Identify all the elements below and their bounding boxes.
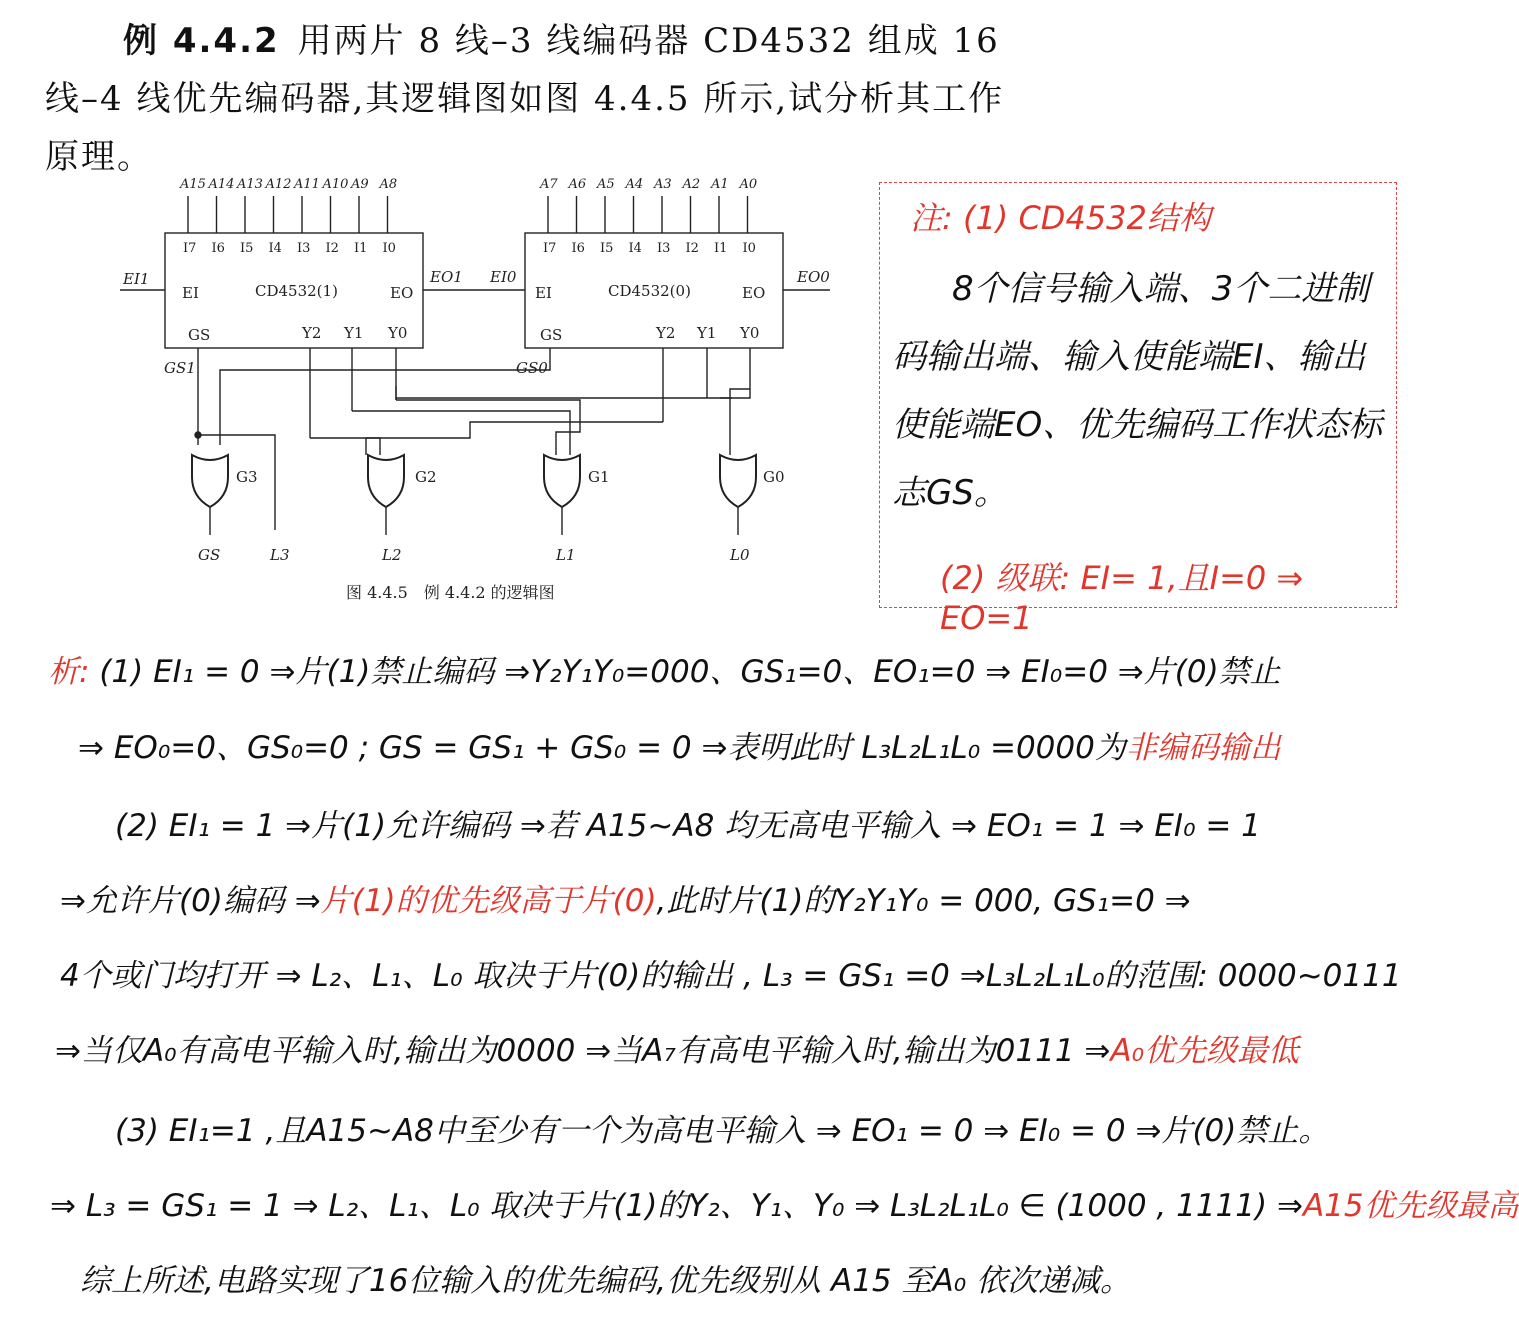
analysis-line-9: 综上所述,电路实现了16位输入的优先编码,优先级别从 A15 至A₀ 依次递减。 <box>80 1263 1131 1299</box>
analysis-highlight: A15优先级最高 <box>1302 1188 1519 1224</box>
gate-g2-label: G2 <box>415 468 437 486</box>
analysis-line-7: (3) EI₁=1 ,且A15~A8中至少有一个为高电平输入 ⇒ EO₁ = 0 ⇒ EI₀ = 0 ⇒片(0)禁止。 <box>115 1113 1330 1149</box>
analysis-line-3: (2) EI₁ = 1 ⇒片(1)允许编码 ⇒若 A15~A8 均无高电平输入 ⇒ EO₁ = 1 ⇒ EI₀ = 1 <box>115 808 1261 844</box>
chip0-y0: Y0 <box>740 324 760 342</box>
note-body: 8个信号输入端、3个二进制码输出端、输入使能端EI、输出使能端EO、优先编码工作状态标志GS。 <box>892 269 1383 513</box>
chip0-pin-label: I1 <box>714 241 728 256</box>
chip0-input-label: A2 <box>682 177 701 192</box>
chip1-input-label: A8 <box>379 177 398 192</box>
chip1-pin-label: I6 <box>211 241 225 256</box>
chip1-input-label: A13 <box>237 177 263 192</box>
chip0-input-label: A7 <box>540 177 558 192</box>
problem-number: 例 4.4.2 <box>123 21 280 61</box>
chip0-pin-label: I7 <box>543 241 557 256</box>
analysis-line-1 <box>48 646 1281 691</box>
output-l0: L0 <box>730 546 750 564</box>
analysis-highlight: A₀优先级最低 <box>1110 1033 1300 1069</box>
chip0-input-label: A3 <box>654 177 672 192</box>
chip1-pin-label: I5 <box>240 241 254 256</box>
chip1-ei-label: EI1 <box>123 270 150 288</box>
chip0-eo-label: EO0 <box>797 268 830 286</box>
analysis-line-5: 4个或门均打开 ⇒ L₂、L₁、L₀ 取决于片(0)的输出 , L₃ = GS₁ =0 ⇒L₃L₂L₁L₀的范围: 0000~0111 <box>60 958 1402 994</box>
chip0-input-label: A0 <box>739 177 758 192</box>
chip0-pin-label: I0 <box>742 241 756 256</box>
chip1-pin-label: I2 <box>325 241 339 256</box>
analysis-text: ⇒允许片(0)编码 ⇒ <box>60 883 321 919</box>
analysis-tag: 析: <box>48 654 90 690</box>
problem-statement <box>45 12 1005 186</box>
gate-g3-label: G3 <box>236 468 258 486</box>
analysis-text: (1) EI₁ = 0 ⇒片(1)禁止编码 ⇒Y₂Y₁Y₀=000、GS₁=0、EO₁=0 ⇒ EI₀=0 ⇒片(0)禁止 <box>99 654 1281 690</box>
note-heading: 注: (1) CD4532结构 <box>910 199 1211 237</box>
chip0-label: CD4532(0) <box>608 282 691 300</box>
logic-diagram <box>110 170 870 620</box>
chip0-y1: Y1 <box>697 324 717 342</box>
chip1-input-label: A14 <box>208 177 235 192</box>
analysis-line-6 <box>55 1025 1299 1070</box>
chip0-pin-label: I4 <box>628 241 642 256</box>
chip1-input-label: A12 <box>265 177 292 192</box>
figure-caption: 图 4.4.5 例 4.4.2 的逻辑图 <box>346 583 555 602</box>
analysis-text: ⇒ L₃ = GS₁ = 1 ⇒ L₂、L₁、L₀ 取决于片(1)的Y₂、Y₁、Y₀ ⇒ L₃L₂L₁L₀ ∈ (1000 , 1111) ⇒ <box>50 1188 1303 1224</box>
gate-g1-label: G1 <box>588 468 610 486</box>
note-box <box>879 182 1397 637</box>
chip1-input-label: A11 <box>294 177 320 192</box>
analysis-highlight: 片(1)的优先级高于片(0) <box>320 883 657 919</box>
chip0-input-label: A4 <box>625 177 644 192</box>
output-l1: L1 <box>556 546 576 564</box>
analysis-highlight: 非编码输出 <box>1125 730 1281 766</box>
chip0-pin-label: I6 <box>571 241 585 256</box>
chip1-pin-label: I3 <box>297 241 311 256</box>
chip1-eo-pin: EO <box>390 284 414 302</box>
chip1-ei-pin: EI <box>182 284 199 302</box>
chip1-pin-label: I0 <box>382 241 396 256</box>
chip0-ei-label: EI0 <box>490 268 517 286</box>
chip1-input-label: A9 <box>351 177 369 192</box>
or-gate-g2 <box>368 455 404 507</box>
chip1-gs-pin: GS <box>188 326 211 344</box>
or-gate-g1 <box>544 455 580 507</box>
chip1-input-label: A10 <box>322 177 349 192</box>
chip0-input-label: A1 <box>711 177 729 192</box>
gate-g0-label: G0 <box>763 468 785 486</box>
analysis-text: ⇒ EO₀=0、GS₀=0 ; GS = GS₁ + GS₀ = 0 ⇒表明此时 L₃L₂L₁L₀ =0000为 <box>78 730 1126 766</box>
chip1-y1: Y1 <box>344 324 364 342</box>
or-gate-g3 <box>192 455 228 507</box>
chip0-pin-label: I5 <box>600 241 614 256</box>
chip0-gs-pin: GS <box>540 326 563 344</box>
chip1-pin-label: I1 <box>354 241 368 256</box>
chip0-pin-label: I3 <box>657 241 671 256</box>
chip1-y2: Y2 <box>302 324 322 342</box>
chip0-input-label: A6 <box>568 177 587 192</box>
output-l3: L3 <box>270 546 290 564</box>
chip1-input-label: A15 <box>180 177 206 192</box>
analysis-text: ,此时片(1)的Y₂Y₁Y₀ = 000, GS₁=0 ⇒ <box>656 883 1191 919</box>
chip1-pin-label: I7 <box>183 241 197 256</box>
chip0-gs-label: GS0 <box>516 359 548 377</box>
chip1-eo-label: EO1 <box>430 268 463 286</box>
chip0-eo-pin: EO <box>742 284 766 302</box>
note-cascade: (2) 级联: EI= 1,且I=0 ⇒ EO=1 <box>940 559 1304 637</box>
chip1-pin-label: I4 <box>268 241 282 256</box>
chip1-gs-label: GS1 <box>164 359 196 377</box>
analysis-line-8 <box>50 1180 1519 1225</box>
chip0-pin-label: I2 <box>685 241 699 256</box>
chip0-y2: Y2 <box>656 324 676 342</box>
analysis-line-4 <box>60 875 1191 920</box>
analysis-text: ⇒当仅A₀有高电平输入时,输出为0000 ⇒当A₇有高电平输入时,输出为0111 ⇒ <box>55 1033 1111 1069</box>
output-l2: L2 <box>382 546 402 564</box>
chip1-label: CD4532(1) <box>255 282 338 300</box>
or-gate-g0 <box>720 455 756 507</box>
analysis-line-2 <box>78 722 1281 767</box>
problem-text: 用两片 8 线–3 线编码器 CD4532 组成 16 线–4 线优先编码器,其逻辑图如图 4.4.5 所示,试分析其工作原理。 <box>45 21 1005 177</box>
chip0-input-label: A5 <box>597 177 615 192</box>
chip1-y0: Y0 <box>388 324 408 342</box>
output-gs: GS <box>198 546 221 564</box>
chip0-ei-pin: EI <box>535 284 552 302</box>
